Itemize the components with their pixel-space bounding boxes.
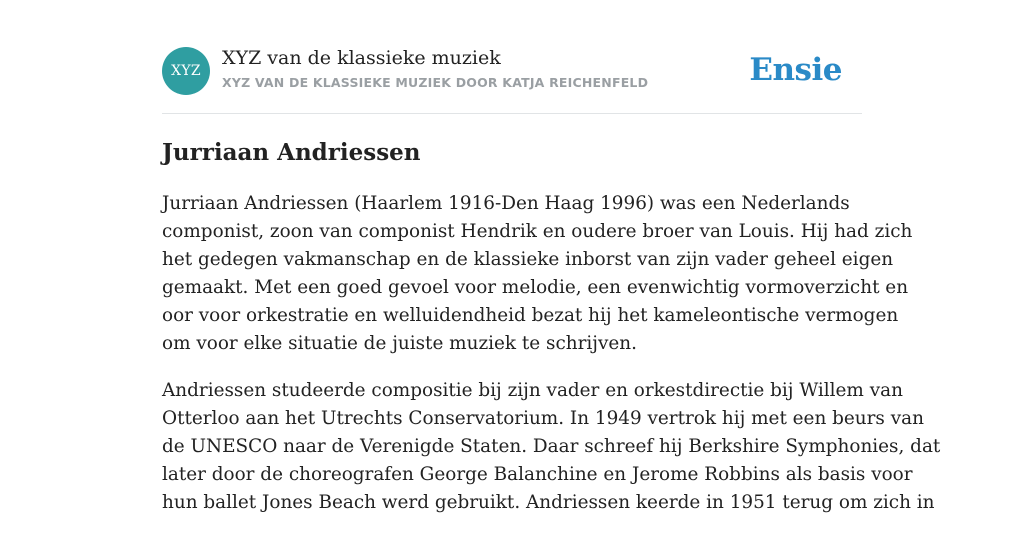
text-line: oor voor orkestratie en welluidendheid bezat hij het kameleontische vermogen [162,305,899,326]
entry-title: Jurriaan Andriessen [162,139,421,166]
text-line: hun ballet Jones Beach werd gebruikt. Andriessen keerde in 1951 terug om zich in [162,492,935,513]
text-line: het gedegen vakmanschap en de klassieke inborst van zijn vader geheel eigen [162,249,894,270]
text-line: de UNESCO naar de Verenigde Staten. Daar schreef hij Berkshire Symphonies, dat [162,436,941,457]
ensie-logo[interactable]: Ensie [749,52,842,88]
paragraph-1 [162,190,913,358]
book-title-link[interactable]: XYZ van de klassieke muziek [222,47,501,69]
text-line: Jurriaan Andriessen (Haarlem 1916-Den Haag 1996) was een Nederlands [162,193,850,214]
book-subtitle: XYZ VAN DE KLASSIEKE MUZIEK DOOR KATJA REICHENFELD [222,75,649,90]
paragraph-2 [162,377,941,517]
text-line: Andriessen studeerde compositie bij zijn vader en orkestdirectie bij Willem van [162,380,903,401]
text-line: om voor elke situatie de juiste muziek te schrijven. [162,333,637,354]
page [162,0,941,513]
book-avatar[interactable]: XYZ [162,47,210,95]
entry-body [162,190,941,536]
text-line: later door de choreografen George Balanchine en Jerome Robbins als basis voor [162,464,913,485]
text-line: componist, zoon van componist Hendrik en oudere broer van Louis. Hij had zich [162,221,913,242]
book-header [162,0,862,114]
text-line: Otterloo aan het Utrechts Conservatorium. In 1949 vertrok hij met een beurs van [162,408,924,429]
text-line: gemaakt. Met een goed gevoel voor melodie, een evenwichtig vormoverzicht en [162,277,909,298]
